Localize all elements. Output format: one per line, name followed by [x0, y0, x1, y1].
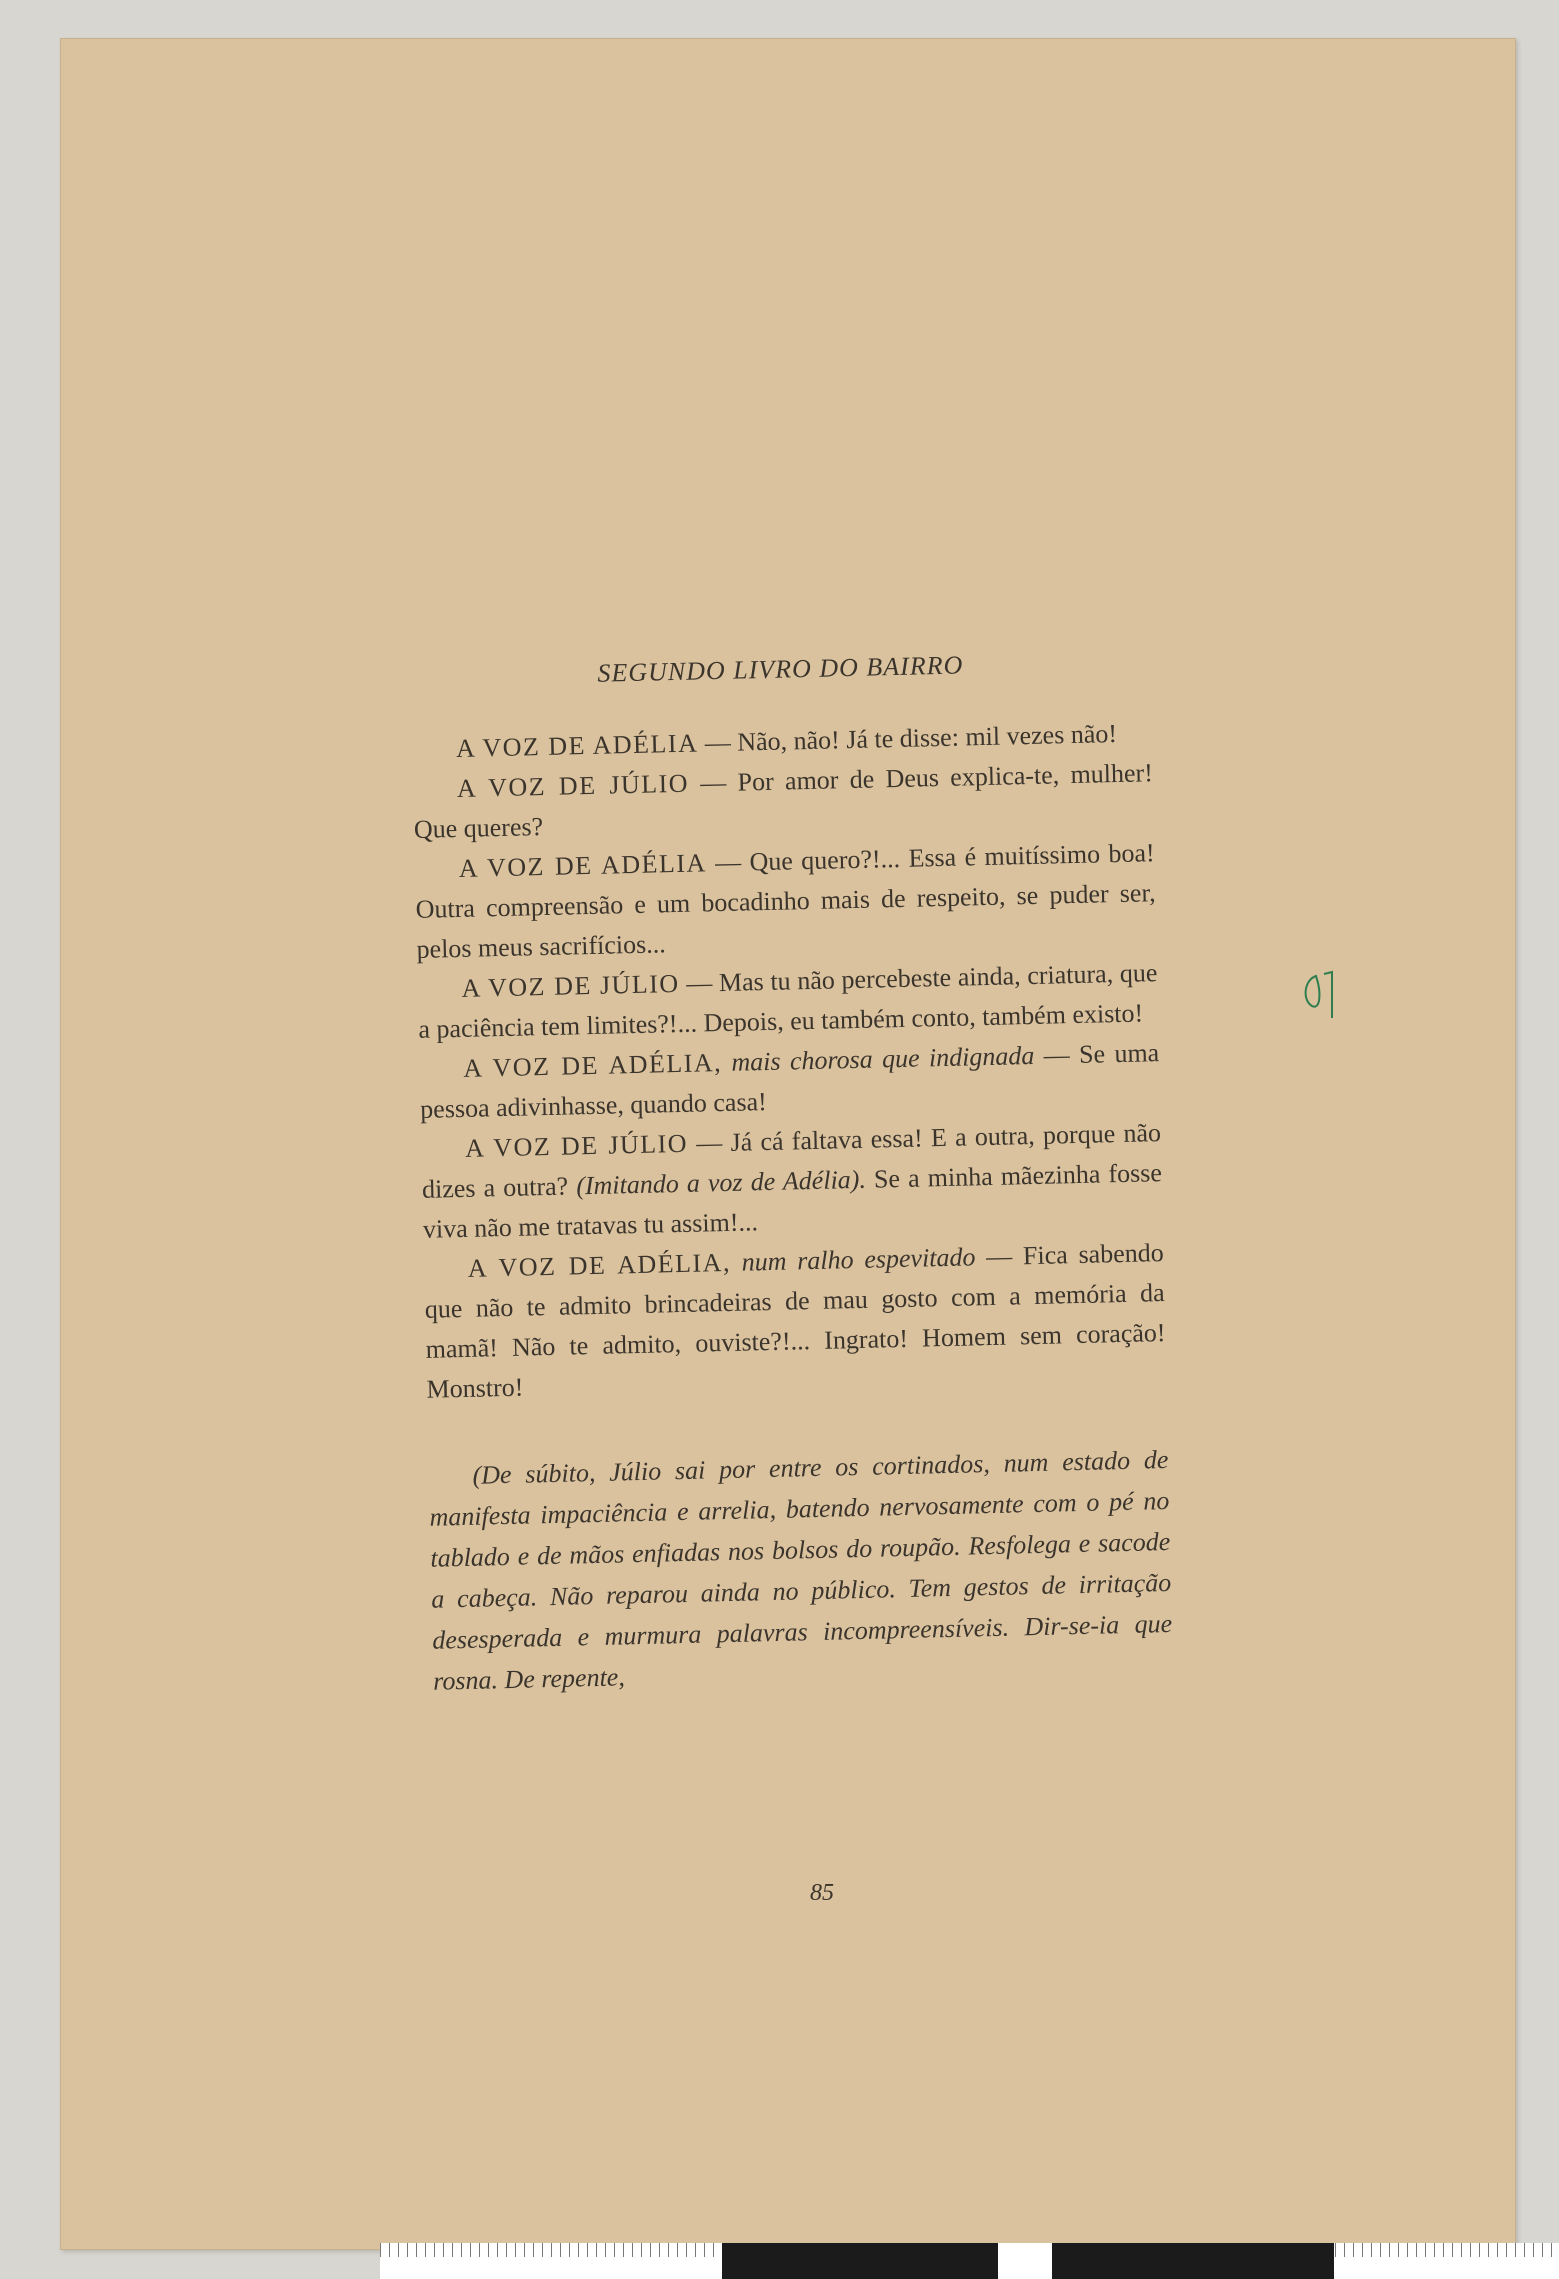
- speaker: A VOZ DE JÚLIO: [461, 968, 680, 1003]
- ruler-black-patch: [722, 2243, 998, 2279]
- handwritten-margin-note: [1298, 966, 1338, 1026]
- ruler-black-patch: [1052, 2243, 1334, 2279]
- speech: — Fica sabendo que não te admito brincadeiras de mau gosto com a memória da mamã! Não te admito, ouviste?!... Ingrato! Homem sem coração! Monstro!: [424, 1238, 1166, 1404]
- stage-cue-inline: (Imitando a voz de Adélia).: [575, 1164, 867, 1201]
- dialogue-paragraph: [421, 1113, 1164, 1250]
- speaker: A VOZ DE ADÉLIA,: [467, 1247, 732, 1283]
- color-calibration-ruler: [380, 2243, 1559, 2279]
- stage-direction: (De súbito, Júlio sai por entre os cortinados, num estado de manifesta impaciência e arrelia, batendo nervosamente com o pé no tablado e de mãos enfiadas nos bolsos do roupão. Resfolega e sacode a cabeça. Não reparou ainda no público. Tem gestos de irritação desesperada e murmura palavras incompreensíveis. Dir-se-ia que rosna. De repente,: [429, 1445, 1173, 1696]
- text-block: [410, 641, 1173, 1702]
- speech: — Já cá faltava essa! E a outra, porque não dizes a outra?: [421, 1118, 1162, 1204]
- speech: — Mas tu não percebeste ainda, criatura, que a paciência tem limites?!... Depois, eu também conto, também existo!: [418, 958, 1158, 1044]
- speaker: A VOZ DE JÚLIO: [456, 768, 690, 803]
- speaker: A VOZ DE ADÉLIA: [458, 848, 708, 883]
- speech: — Que quero?!... Essa é muitíssimo boa! Outra compreensão e um bocadinho mais de respeito, se puder ser, pelos meus sacrifícios...: [415, 838, 1156, 964]
- stage-cue: mais chorosa que indignada: [721, 1040, 1035, 1078]
- speech-continued: Se a minha mãezinha fosse viva não me tratavas tu assim!...: [422, 1158, 1163, 1244]
- scanned-page: [60, 38, 1516, 2250]
- speech: — Por amor de Deus explica-te, mulher! Que queres?: [413, 758, 1154, 844]
- page-title: SEGUNDO LIVRO DO BAIRRO: [597, 650, 964, 688]
- ruler-ticks-left: [380, 2243, 720, 2257]
- page-number: 85: [810, 1880, 834, 1906]
- speaker: A VOZ DE ADÉLIA: [455, 728, 699, 763]
- speaker: A VOZ DE JÚLIO: [464, 1128, 689, 1163]
- dialogue-paragraph: [414, 833, 1157, 970]
- speech: — Não, não! Já te disse: mil vezes não!: [697, 718, 1118, 758]
- dialogue-paragraph: [423, 1233, 1166, 1410]
- ruler-ticks-right: [1335, 2243, 1559, 2257]
- stage-cue: num ralho espevitado: [730, 1242, 976, 1277]
- speaker: A VOZ DE ADÉLIA,: [462, 1048, 723, 1083]
- speech: — Se uma pessoa adivinhasse, quando casa!: [419, 1038, 1160, 1124]
